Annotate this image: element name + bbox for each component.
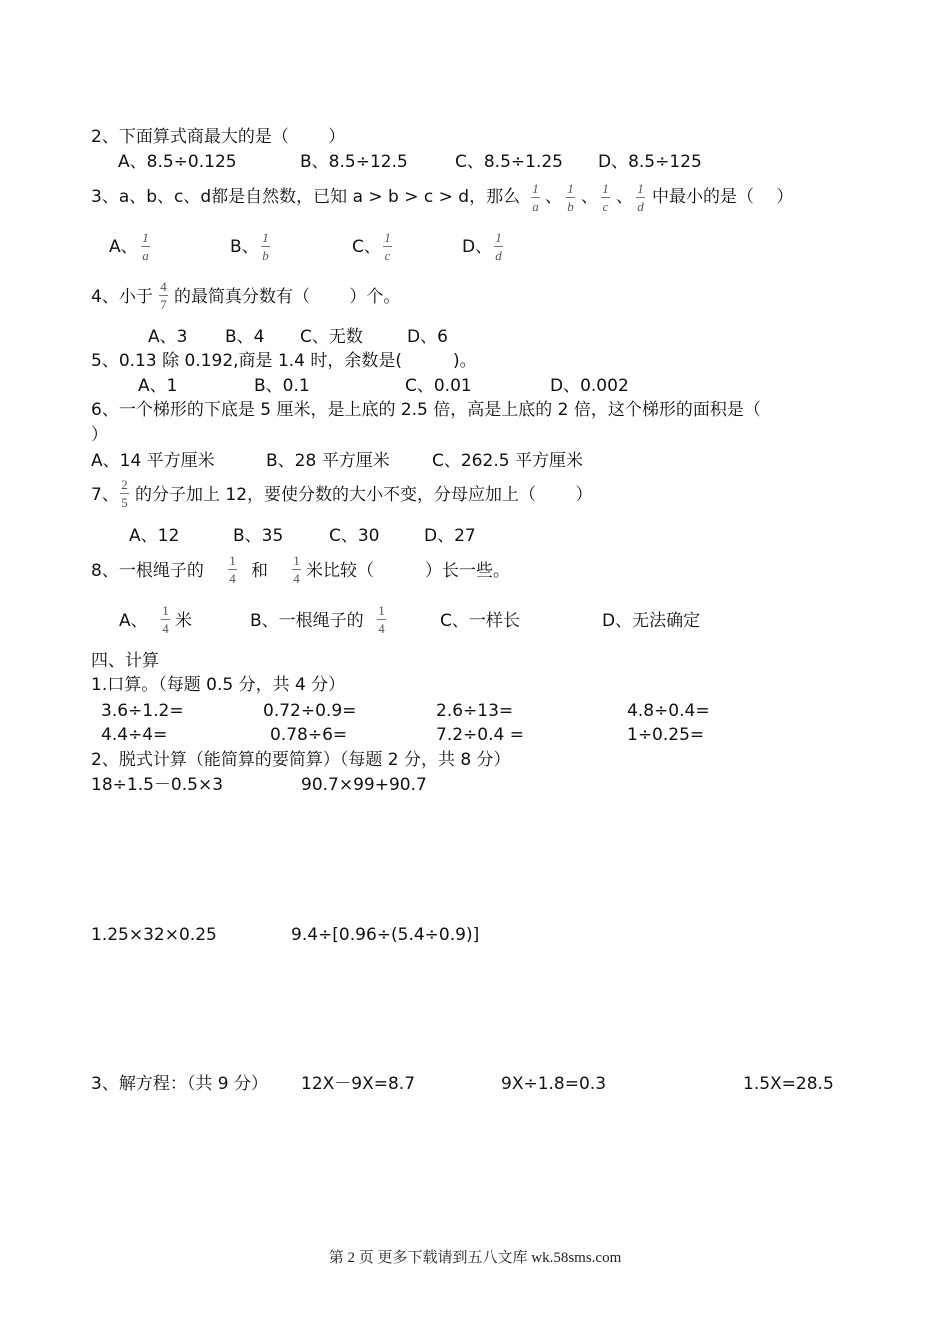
oral-item: 4.8÷0.4=: [627, 701, 710, 721]
q8-option-a-unit: 米: [175, 611, 192, 631]
q3-option-c: C、: [352, 237, 381, 257]
q4-frac: 4 7: [160, 279, 167, 312]
q3-option-c-frac: 1 c: [384, 230, 391, 263]
q5-option-a: A、1: [138, 376, 178, 396]
calc-item: 1.25×32×0.25: [91, 925, 217, 945]
page-footer: 第 2 页 更多下载请到五八文库 wk.58sms.com: [328, 1250, 622, 1266]
q4-stem-end: 的最简真分数有（ ）个。: [174, 287, 401, 307]
q5-option-c: C、0.01: [405, 376, 472, 396]
oral-item: 7.2÷0.4 =: [436, 725, 524, 745]
q5-option-d: D、0.002: [550, 376, 629, 396]
q4-option-b: B、4: [225, 327, 265, 347]
q2-option-d: D、8.5÷125: [598, 152, 702, 172]
q2-option-c: C、8.5÷1.25: [455, 152, 564, 172]
q3-option-a: A、: [109, 237, 138, 257]
q8-option-c: C、一样长: [440, 611, 520, 631]
calc-item: 18÷1.5－0.5×3: [91, 775, 224, 795]
equation-item: 9X÷1.8=0.3: [501, 1074, 607, 1094]
equation-item: 12X－9X=8.7: [301, 1074, 416, 1094]
q4-option-a: A、3: [148, 327, 188, 347]
q8-option-a-frac: 1 4: [162, 603, 169, 636]
calc-title: 2、脱式计算（能简算的要简算）（每题 2 分，共 8 分）: [91, 750, 511, 770]
q3-sep: 、: [545, 187, 562, 207]
q8-stem-mid: 和: [251, 561, 268, 581]
q3-frac-c: 1 c: [602, 181, 609, 214]
q4-option-d: D、6: [407, 327, 448, 347]
q6-option-c: C、262.5 平方厘米: [432, 451, 583, 471]
q5-stem: 5、0.13 除 0.192,商是 1.4 时，余数是( )。: [91, 351, 477, 371]
q8-option-d: D、无法确定: [602, 611, 701, 631]
oral-title: 1.口算。（每题 0.5 分，共 4 分）: [91, 675, 346, 695]
q2-option-a: A、8.5÷0.125: [118, 152, 237, 172]
oral-item: 4.4÷4=: [101, 725, 168, 745]
q3-option-d: D、: [462, 237, 493, 257]
q7-option-b: B、35: [233, 526, 284, 546]
oral-item: 1÷0.25=: [627, 725, 705, 745]
q6-option-b: B、28 平方厘米: [266, 451, 390, 471]
q3-frac-a: 1 a: [532, 181, 539, 214]
q3-frac-d: 1 d: [637, 181, 644, 214]
q3-frac-b: 1 b: [567, 181, 574, 214]
q8-frac-2: 1 4: [293, 553, 300, 586]
q8-stem-end: 米比较（ ）长一些。: [306, 561, 510, 581]
q4-stem-start: 4、小于: [91, 287, 153, 307]
q6-stem-line2: ）: [91, 425, 108, 445]
q3-option-d-frac: 1 d: [495, 230, 502, 263]
q7-option-c: C、30: [329, 526, 380, 546]
q7-stem-start: 7、: [91, 485, 119, 505]
q7-option-a: A、12: [129, 526, 180, 546]
q3-stem-end: 中最小的是（ ）: [652, 187, 794, 207]
q8-option-a: A、: [119, 611, 148, 631]
oral-item: 0.78÷6=: [270, 725, 348, 745]
q3-option-b: B、: [230, 237, 259, 257]
q7-frac: 2 5: [121, 477, 128, 510]
q5-option-b: B、0.1: [254, 376, 310, 396]
oral-item: 0.72÷0.9=: [263, 701, 357, 721]
q6-stem-line1: 6、一个梯形的下底是 5 厘米，是上底的 2.5 倍，高是上底的 2 倍，这个梯形的面积是（: [91, 400, 761, 420]
q2-option-b: B、8.5÷12.5: [300, 152, 408, 172]
oral-item: 3.6÷1.2=: [101, 701, 184, 721]
q8-frac-1: 1 4: [229, 553, 236, 586]
q2-stem: 2、下面算式商最大的是（ ）: [91, 127, 346, 147]
q8-stem-start: 8、一根绳子的: [91, 561, 204, 581]
q3-option-b-frac: 1 b: [262, 230, 269, 263]
oral-item: 2.6÷13=: [436, 701, 514, 721]
q3-option-a-frac: 1 a: [142, 230, 149, 263]
q8-option-b-frac: 1 4: [378, 603, 385, 636]
q6-option-a: A、14 平方厘米: [91, 451, 215, 471]
equation-item: 1.5X=28.5: [743, 1074, 834, 1094]
q3-sep: 、: [616, 187, 633, 207]
calc-item: 9.4÷[0.96÷(5.4÷0.9)]: [291, 925, 480, 945]
section4-title: 四、计算: [91, 651, 159, 671]
calc-item: 90.7×99+90.7: [301, 775, 427, 795]
q4-option-c: C、无数: [300, 327, 363, 347]
equation-title: 3、解方程：（共 9 分）: [91, 1074, 268, 1094]
q3-stem-start: 3、a、b、c、d都是自然数，已知 a > b > c > d，那么: [91, 187, 521, 207]
q3-sep: 、: [581, 187, 598, 207]
q8-option-b: B、一根绳子的: [250, 611, 364, 631]
q7-option-d: D、27: [424, 526, 476, 546]
q7-stem-end: 的分子加上 12，要使分数的大小不变，分母应加上（ ）: [135, 485, 593, 505]
